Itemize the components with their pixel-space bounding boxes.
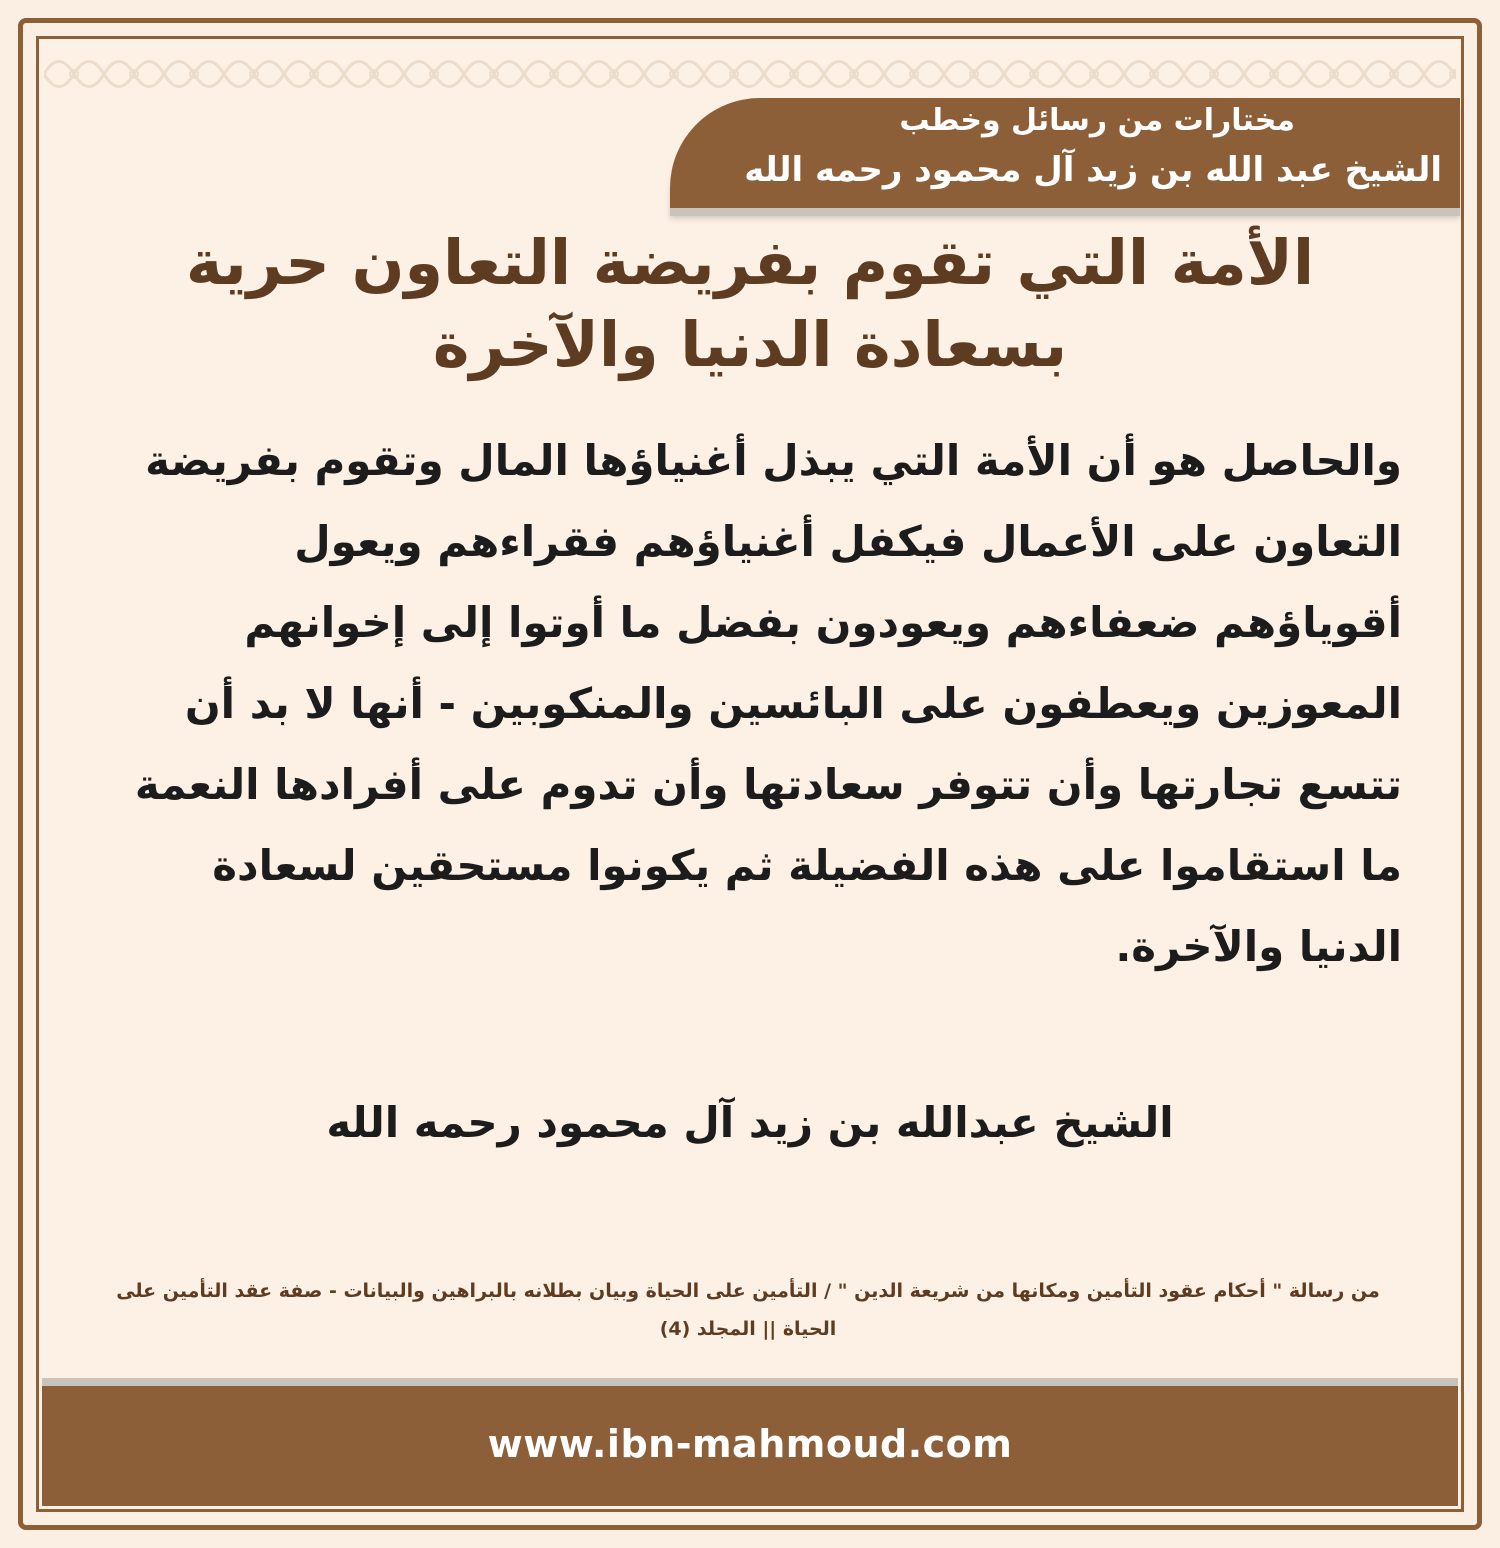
source-citation: من رسالة " أحكام عقود التأمين ومكانها من شريعة الدين " / التأمين على الحياة وبيان بطلانه بالبراهين والبيانات - صفة عقد التأمين على الحياة || المجلد (4) [116, 1280, 1380, 1340]
decorative-pattern [44, 44, 1456, 104]
article-title: الأمة التي تقوم بفريضة التعاون حرية بسعادة الدنيا والآخرة [185, 226, 1315, 381]
article-body: والحاصل هو أن الأمة التي يبذل أغنياؤها المال وتقوم بفريضة التعاون على الأعمال فيكفل أغنياؤهم فقراءهم ويعول أقوياؤهم ضعفاءهم ويعودون بفضل ما أوتوا إلى إخوانهم المعوزين ويعطفون على البائسين والمنكوبين - أنها لا بد أن تتسع تجارتها وأن تتوفر سعادتها وأن تدوم على أفرادها النعمة ما استقاموا على هذه الفضيلة ثم يكونوا مستحقين لسعادة الدنيا والآخرة. [134, 436, 1402, 971]
series-author: الشيخ عبد الله بن زيد آل محمود رحمه الله [744, 150, 1442, 190]
series-title: مختارات من رسائل وخطب [899, 103, 1295, 138]
website-link[interactable]: www.ibn-mahmoud.com [487, 1422, 1013, 1466]
footer-shadow [42, 1378, 1458, 1386]
author-signature: الشيخ عبدالله بن زيد آل محمود رحمه الله [326, 1098, 1174, 1147]
